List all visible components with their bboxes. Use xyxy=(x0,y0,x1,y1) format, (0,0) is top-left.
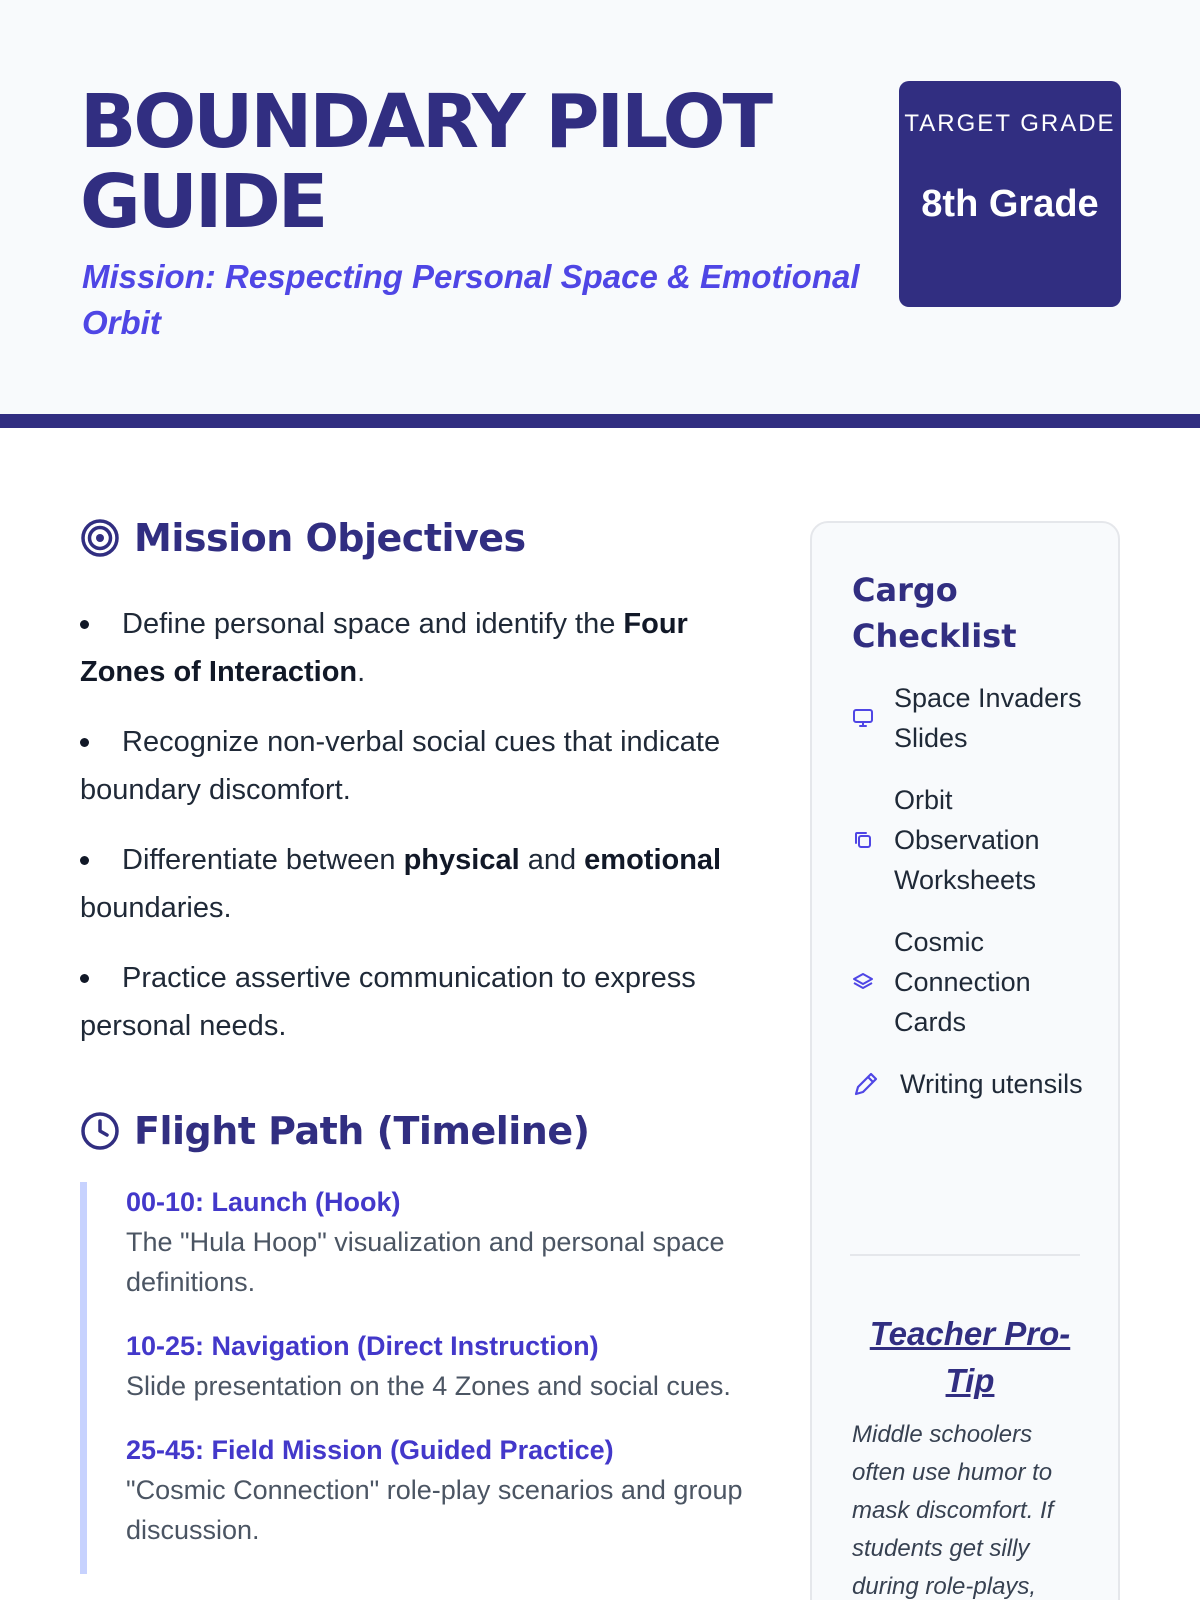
tip-title: Teacher Pro-Tip xyxy=(869,1315,1071,1399)
objectives-list xyxy=(80,600,760,1072)
cargo-label: Orbit Observation Worksheets xyxy=(894,785,1040,895)
timeline-time: 25-45: Field Mission (Guided Practice) xyxy=(126,1435,614,1465)
page-subtitle: Mission: Respecting Personal Space & Emotional Orbit xyxy=(82,258,860,341)
grade-badge xyxy=(899,81,1121,307)
cargo-item xyxy=(852,780,1092,900)
list-item: Recognize non-verbal social cues that indicate boundary discomfort. xyxy=(80,726,721,806)
monitor-icon xyxy=(852,707,874,729)
tip-body: Middle schoolers often use humor to mask discomfort. If students get silly during role-plays, xyxy=(852,1421,1054,1600)
pencil-icon xyxy=(852,1070,880,1098)
grade-label: TARGET GRADE xyxy=(904,110,1116,137)
timeline-title: Flight Path (Timeline) xyxy=(134,1109,590,1153)
cargo-item xyxy=(852,678,1092,758)
objectives-heading xyxy=(80,516,526,560)
timeline xyxy=(80,1182,780,1574)
timeline-desc: The "Hula Hoop" visualization and personal space definitions. xyxy=(126,1227,725,1297)
list-item: Practice assertive communication to express personal needs. xyxy=(80,962,696,1042)
layers-icon xyxy=(852,971,874,993)
timeline-heading xyxy=(80,1109,590,1153)
cargo-checklist xyxy=(852,678,1092,1126)
sidebar-divider xyxy=(850,1254,1080,1256)
cargo-label: Cosmic Connection Cards xyxy=(894,927,1031,1037)
page-header xyxy=(0,0,1200,428)
cargo-label: Space Invaders Slides xyxy=(894,683,1082,753)
timeline-desc: "Cosmic Connection" role-play scenarios and group discussion. xyxy=(126,1475,743,1545)
timeline-desc: Slide presentation on the 4 Zones and social cues. xyxy=(126,1371,731,1401)
copy-icon xyxy=(852,829,874,851)
cargo-item xyxy=(852,922,1092,1042)
cargo-item xyxy=(852,1064,1092,1104)
timeline-item xyxy=(126,1182,780,1302)
cargo-label: Writing utensils xyxy=(900,1069,1083,1099)
clock-icon xyxy=(80,1111,120,1151)
timeline-item xyxy=(126,1326,780,1406)
objectives-title: Mission Objectives xyxy=(134,516,526,560)
target-icon xyxy=(80,518,120,558)
timeline-item xyxy=(126,1430,780,1550)
timeline-time: 00-10: Launch (Hook) xyxy=(126,1187,401,1217)
list-item: Define personal space and identify the Four Zones of Interaction. xyxy=(80,608,688,688)
page-title: BOUNDARY PILOT GUIDE xyxy=(80,79,770,245)
grade-value: 8th Grade xyxy=(921,183,1099,225)
list-item: Differentiate between physical and emotional boundaries. xyxy=(80,844,722,924)
timeline-time: 10-25: Navigation (Direct Instruction) xyxy=(126,1331,599,1361)
sidebar-title: Cargo Checklist xyxy=(852,571,1017,655)
